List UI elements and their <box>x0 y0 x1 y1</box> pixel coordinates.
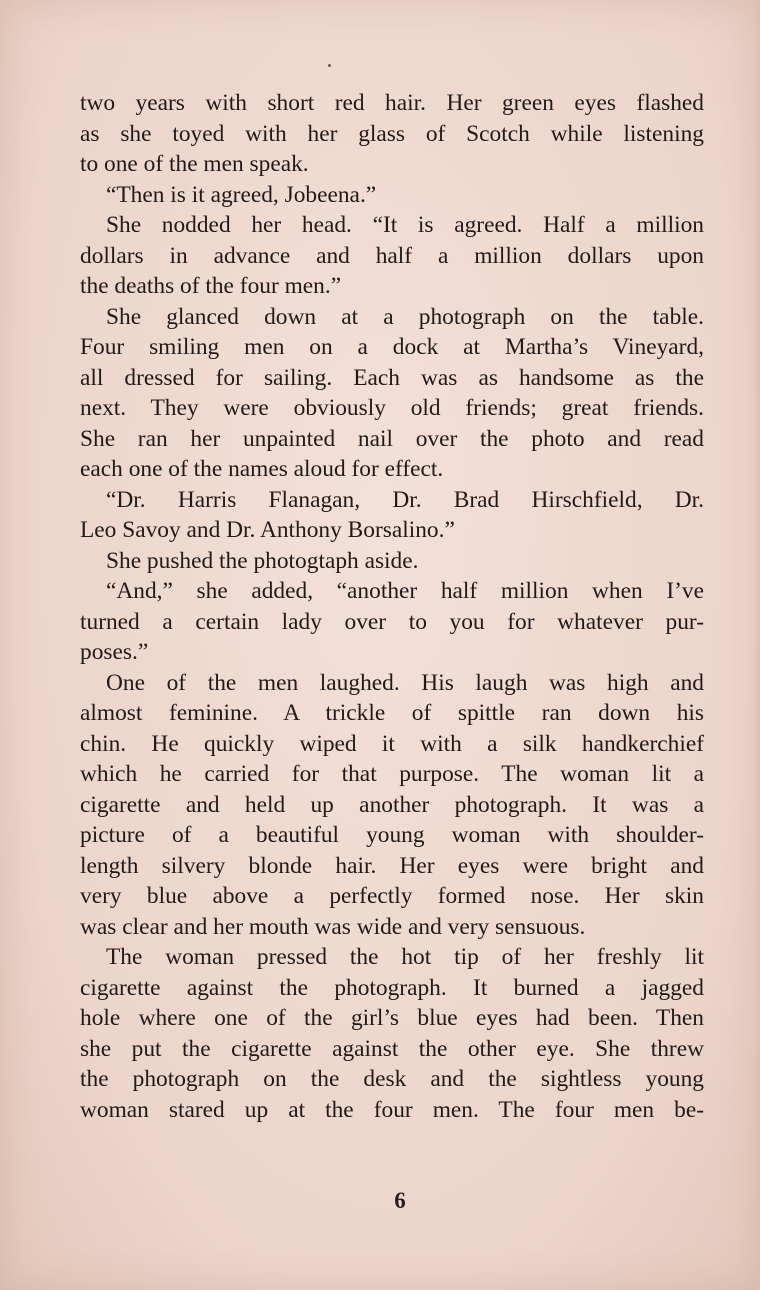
paragraph <box>80 180 704 211</box>
text-line: as she toyed with her glass of Scotch while listening <box>80 120 704 147</box>
text-line: each one of the names aloud for effect. <box>80 456 444 482</box>
text-line: Leo Savoy and Dr. Anthony Borsalino.” <box>80 517 455 543</box>
text-line: very blue above a perfectly formed nose. Her skin <box>80 883 704 909</box>
text-line: chin. He quickly wiped it with a silk handkerchief <box>80 730 704 757</box>
text-line: dollars in advance and half a million dollars upon <box>80 242 704 269</box>
page-edge-shadow <box>754 0 760 1290</box>
page-number: 6 <box>394 1188 406 1213</box>
text-line: She pushed the photogtaph aside. <box>106 547 419 574</box>
text-line: all dressed for sailing. Each was as handsome as the <box>80 364 704 391</box>
text-line: the deaths of the four men.” <box>80 273 342 299</box>
text-line: which he carried for that purpose. The woman lit a <box>80 761 704 787</box>
text-line: almost feminine. A trickle of spittle ran down his <box>80 700 704 726</box>
paragraph <box>80 88 704 180</box>
text-line: She ran her unpainted nail over the photo and read <box>80 425 704 452</box>
print-speck <box>328 64 331 67</box>
text-line: cigarette and held up another photograph. It was a <box>80 791 704 818</box>
text-line: cigarette against the photograph. It burned a jagged <box>80 974 704 1001</box>
text-line: the photograph on the desk and the sightless young <box>80 1066 704 1092</box>
text-line: poses.” <box>80 639 149 665</box>
text-line: to one of the men speak. <box>80 151 309 177</box>
body-text <box>80 88 704 1125</box>
paragraph <box>80 668 704 943</box>
paragraph <box>80 485 704 546</box>
text-line: two years with short red hair. Her green eyes flashed <box>80 90 704 116</box>
text-line: was clear and her mouth was wide and very sensuous. <box>80 913 586 940</box>
text-line: hole where one of the girl’s blue eyes had been. Then <box>80 1005 704 1031</box>
paragraph <box>80 210 704 302</box>
text-line: next. They were obviously old friends; great friends. <box>80 395 704 421</box>
paragraph <box>80 942 704 1125</box>
text-line: “Dr. Harris Flanagan, Dr. Brad Hirschfield, Dr. <box>106 486 704 513</box>
paragraph <box>80 302 704 485</box>
text-line: “Then is it agreed, Jobeena.” <box>106 181 377 208</box>
text-line: “And,” she added, “another half million when I’ve <box>106 578 704 604</box>
text-line: woman stared up at the four men. The four men be- <box>80 1096 704 1123</box>
text-line: picture of a beautiful young woman with shoulder- <box>80 822 704 848</box>
text-line: She glanced down at a photograph on the table. <box>106 303 704 330</box>
text-line: length silvery blonde hair. Her eyes were bright and <box>80 852 704 879</box>
paragraph <box>80 576 704 668</box>
text-line: The woman pressed the hot tip of her freshly lit <box>106 944 704 970</box>
text-line: turned a certain lady over to you for whatever pur- <box>80 608 704 635</box>
text-line: She nodded her head. “It is agreed. Half a million <box>106 212 704 238</box>
text-line: One of the men laughed. His laugh was high and <box>106 669 704 696</box>
text-line: Four smiling men on a dock at Martha’s Vineyard, <box>80 334 704 360</box>
text-line: she put the cigarette against the other eye. She threw <box>80 1035 704 1062</box>
paragraph <box>80 546 704 577</box>
